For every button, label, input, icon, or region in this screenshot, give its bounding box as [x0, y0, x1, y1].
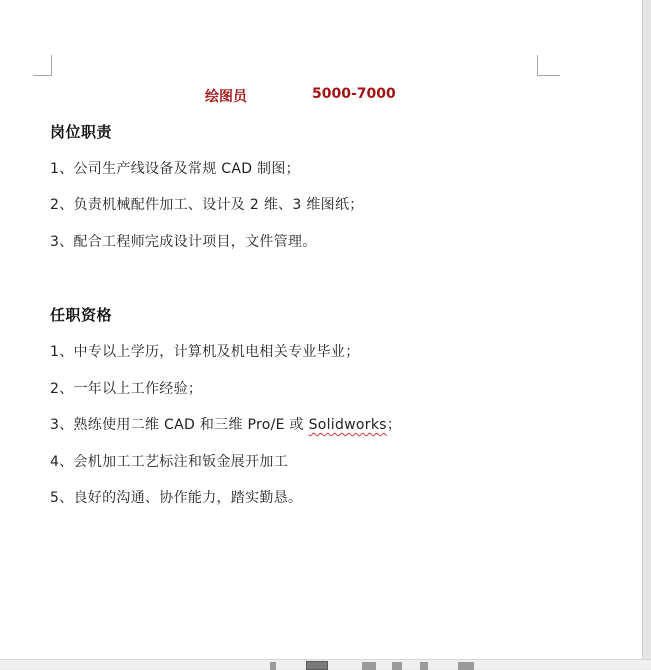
list-item-suffix: ； [386, 417, 402, 433]
top-right-crop-mark [537, 55, 560, 76]
list-item: 2、负责机械配件加工、设计及 2 维、3 维图纸； [50, 197, 364, 213]
list-item: 1、公司生产线设备及常规 CAD 制图； [50, 161, 300, 177]
list-item: 2、一年以上工作经验； [50, 381, 203, 397]
job-salary: 5000-7000 [312, 86, 396, 102]
vertical-scrollbar[interactable] [642, 0, 651, 669]
job-title: 绘图员 [205, 89, 247, 105]
list-item-text: 3、熟练使用二维 CAD 和三维 Pro/E 或 [50, 417, 309, 433]
list-item: 3、配合工程师完成设计项目，文件管理。 [50, 234, 317, 250]
list-item: 4、会机加工工艺标注和钣金展开加工 [50, 454, 289, 470]
list-item: 1、中专以上学历，计算机及机电相关专业毕业； [50, 344, 360, 360]
spellcheck-flagged-word[interactable]: Solidworks [308, 417, 387, 433]
section-heading-qualifications: 任职资格 [50, 306, 113, 324]
top-left-crop-mark [33, 55, 52, 76]
status-bar [0, 659, 651, 669]
list-item [50, 414, 401, 434]
section-heading-responsibilities: 岗位职责 [50, 123, 113, 141]
list-item: 5、良好的沟通、协作能力，踏实勤恳。 [50, 490, 303, 506]
